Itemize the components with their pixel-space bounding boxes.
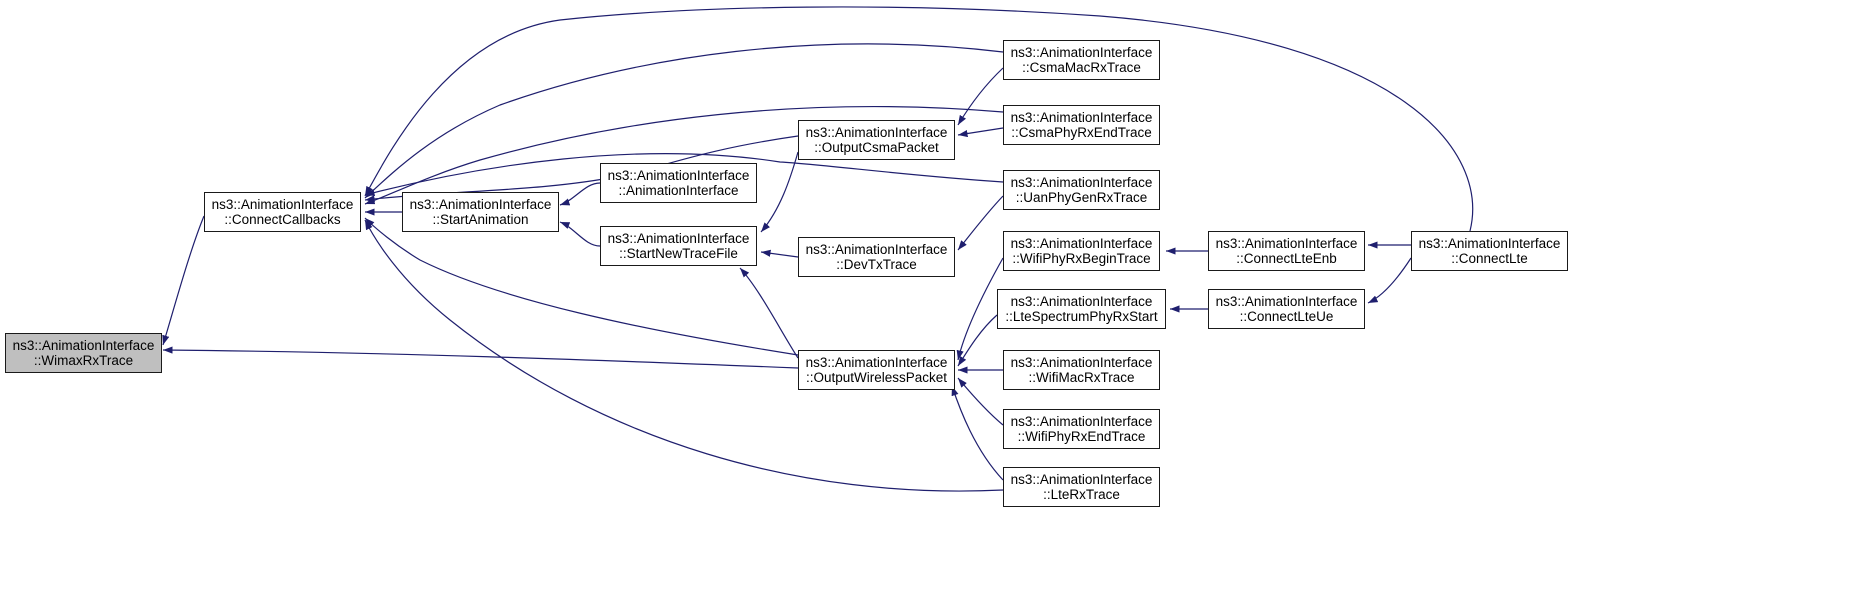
node-label-line2: ::ConnectLteEnb bbox=[1236, 251, 1337, 266]
node-label-line1: ns3::AnimationInterface bbox=[1215, 235, 1358, 251]
node-label-line1: ns3::AnimationInterface bbox=[1010, 44, 1153, 60]
graph-node-csmamacrx[interactable] bbox=[1003, 40, 1160, 80]
node-label-line1: ns3::AnimationInterface bbox=[607, 167, 750, 183]
graph-node-animiface[interactable] bbox=[600, 163, 757, 203]
graph-node-startanim[interactable] bbox=[402, 192, 559, 232]
node-label-line1: ns3::AnimationInterface bbox=[1010, 109, 1153, 125]
graph-edge-animiface-to-startanim bbox=[560, 183, 600, 205]
graph-edge-connectlteue-to-connectlte bbox=[1368, 258, 1411, 303]
node-label-line1: ns3::AnimationInterface bbox=[1418, 235, 1561, 251]
node-label-line2: ::LteRxTrace bbox=[1043, 487, 1120, 502]
graph-edge-uanphygenrx-to-devtx bbox=[958, 196, 1003, 250]
node-label-line1: ns3::AnimationInterface bbox=[1010, 413, 1153, 429]
node-label-line1: ns3::AnimationInterface bbox=[1010, 471, 1153, 487]
node-label-line2: ::StartNewTraceFile bbox=[619, 246, 738, 261]
graph-node-devtx[interactable] bbox=[798, 237, 955, 277]
graph-node-outputwireless[interactable] bbox=[798, 350, 955, 390]
node-label-line2: ::OutputWirelessPacket bbox=[805, 370, 948, 385]
graph-node-wifiphyrxbegin[interactable] bbox=[1003, 231, 1160, 271]
node-label-line2: ::LteSpectrumPhyRxStart bbox=[1005, 309, 1158, 324]
node-label-line1: ns3::AnimationInterface bbox=[211, 196, 354, 212]
graph-node-wifimacrx[interactable] bbox=[1003, 350, 1160, 390]
graph-node-csmaphyrxend[interactable] bbox=[1003, 105, 1160, 145]
node-label-line2: ::AnimationInterface bbox=[618, 183, 739, 198]
node-label-line2: ::StartAnimation bbox=[432, 212, 529, 227]
node-label-line2: ::WifiPhyRxEndTrace bbox=[1017, 429, 1146, 444]
graph-node-connectlteue[interactable] bbox=[1208, 289, 1365, 329]
node-label-line2: ::ConnectLte bbox=[1451, 251, 1528, 266]
node-label-line2: ::WimaxRxTrace bbox=[33, 353, 134, 368]
node-label-line1: ns3::AnimationInterface bbox=[607, 230, 750, 246]
graph-edge-connectcb-to-wimaxrx bbox=[163, 216, 204, 345]
graph-node-startnewtrace[interactable] bbox=[600, 226, 757, 266]
node-label-line2: ::OutputCsmaPacket bbox=[814, 140, 939, 155]
graph-node-connectlteenb[interactable] bbox=[1208, 231, 1365, 271]
graph-edge-outputwireless-to-wimaxrx bbox=[163, 350, 798, 368]
node-label-line1: ns3::AnimationInterface bbox=[1010, 235, 1153, 251]
graph-edge-outputcsma-to-startnewtrace bbox=[761, 152, 798, 232]
node-label-line2: ::WifiMacRxTrace bbox=[1028, 370, 1135, 385]
graph-edge-wifiphyrxend-to-outputwireless bbox=[958, 378, 1003, 425]
node-label-line1: ns3::AnimationInterface bbox=[1010, 293, 1153, 309]
graph-node-outputcsma[interactable] bbox=[798, 120, 955, 160]
node-label-line2: ::ConnectCallbacks bbox=[224, 212, 341, 227]
node-label-line1: ns3::AnimationInterface bbox=[805, 124, 948, 140]
graph-node-uanphygenrx[interactable] bbox=[1003, 170, 1160, 210]
node-label-line2: ::ConnectLteUe bbox=[1239, 309, 1334, 324]
graph-edge-ltrrx-to-outputwireless bbox=[952, 386, 1003, 480]
graph-node-wimaxrx[interactable] bbox=[5, 333, 162, 373]
node-label-line1: ns3::AnimationInterface bbox=[1010, 174, 1153, 190]
graph-edge-devtx-to-startnewtrace bbox=[761, 252, 798, 257]
graph-node-ltespectrumrx[interactable] bbox=[997, 289, 1166, 329]
graph-node-ltrrx[interactable] bbox=[1003, 467, 1160, 507]
node-label-line2: ::DevTxTrace bbox=[836, 257, 917, 272]
node-label-line1: ns3::AnimationInterface bbox=[805, 241, 948, 257]
graph-node-connectcb[interactable] bbox=[204, 192, 361, 232]
node-label-line2: ::UanPhyGenRxTrace bbox=[1015, 190, 1148, 205]
node-label-line1: ns3::AnimationInterface bbox=[1215, 293, 1358, 309]
node-label-line2: ::WifiPhyRxBeginTrace bbox=[1012, 251, 1151, 266]
node-label-line1: ns3::AnimationInterface bbox=[409, 196, 552, 212]
node-label-line1: ns3::AnimationInterface bbox=[12, 337, 155, 353]
graph-edge-ltespectrumrx-to-outputwireless bbox=[958, 315, 997, 366]
graph-edge-outputwireless-to-startnewtrace bbox=[740, 268, 798, 358]
graph-edge-csmamacrx-to-outputcsma bbox=[958, 68, 1003, 125]
node-label-line1: ns3::AnimationInterface bbox=[1010, 354, 1153, 370]
graph-edge-startnewtrace-to-startanim bbox=[560, 222, 600, 246]
graph-node-connectlte[interactable] bbox=[1411, 231, 1568, 271]
graph-node-wifiphyrxend[interactable] bbox=[1003, 409, 1160, 449]
node-label-line2: ::CsmaPhyRxEndTrace bbox=[1011, 125, 1152, 140]
node-label-line2: ::CsmaMacRxTrace bbox=[1022, 60, 1141, 75]
graph-edge-csmaphyrxend-to-outputcsma bbox=[958, 128, 1003, 135]
node-label-line1: ns3::AnimationInterface bbox=[805, 354, 948, 370]
